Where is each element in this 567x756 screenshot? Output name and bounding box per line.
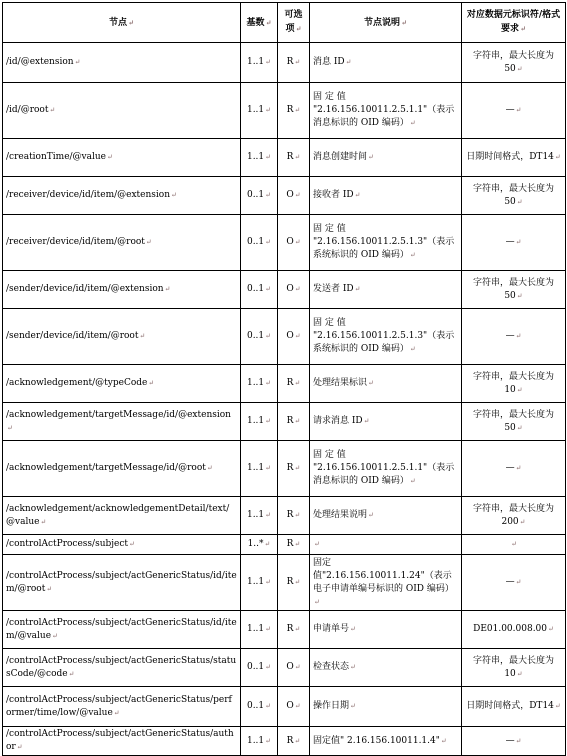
description-cell-text: 固 定 值 "2.16.156.10011.2.5.1.3"（表示系统标识的 OID 编码） [313,224,455,260]
cardinality-cell-text: 1..* [247,539,264,549]
header-format: 对应数据元标识符/格式要求↵ [462,3,566,43]
node-cell-text: /receiver/device/id/item/@extension [6,190,171,200]
node-cell-text: /acknowledgement/acknowledgementDetail/text/@value [6,503,230,527]
optional-cell-text: R [286,378,294,388]
optional-cell: R↵ [278,497,310,535]
format-cell-text: — [505,735,515,746]
node-spec-table [2,2,566,756]
table-row [3,403,566,441]
format-cell: 字符串，最大长度为 50↵ [462,177,566,215]
optional-cell: R↵ [278,611,310,649]
table-row [3,555,566,611]
optional-cell-text: O [286,331,294,341]
cardinality-cell-text: 0..1 [246,662,265,672]
description-cell-text: 发送者 ID [313,284,354,294]
header-cardinality: 基数↵ [241,3,278,43]
cardinality-cell-text: 1..1 [246,510,265,520]
optional-cell-text: R [286,624,294,634]
format-cell: ↵ [462,535,566,555]
table-row [3,309,566,365]
header-optional: 可选 项↵ [278,3,310,43]
description-cell: 处理结果标识↵ [310,365,462,403]
optional-cell: O↵ [278,309,310,365]
cardinality-cell: 1..*↵ [241,535,278,555]
description-cell-text: 操作日期 [313,701,350,711]
format-cell: 字符串，最大长度为 10↵ [462,649,566,687]
description-cell: 检查状态↵ [310,649,462,687]
cardinality-cell-text: 1..1 [246,577,265,587]
description-cell: 固 定 值 "2.16.156.10011.2.5.1.3"（表示系统标识的 OID 编码）↵ [310,309,462,365]
optional-cell-text: R [286,416,294,426]
node-cell: /acknowledgement/acknowledgementDetail/text/@value↵ [3,497,241,535]
optional-cell-text: R [286,539,294,549]
description-cell: 固定值" 2.16.156.10011.1.4"↵ [310,727,462,756]
node-cell: /controlActProcess/subject/actGenericStatus/performer/time/low/@value↵ [3,687,241,727]
table-row [3,139,566,177]
header-node: 节点↵ [3,3,241,43]
node-cell-text: /id/@extension [6,57,74,67]
format-cell-text: — [505,463,515,473]
cardinality-cell: 1..1↵ [241,83,278,139]
description-cell: 消息 ID↵ [310,43,462,83]
optional-cell-text: R [286,57,294,67]
optional-cell-text: O [286,190,294,200]
description-cell-text: 申请单号 [313,624,350,634]
format-cell-text: 字符串，最大长度为 10 [472,371,554,395]
description-cell: 操作日期↵ [310,687,462,727]
cardinality-cell: 1..1↵ [241,403,278,441]
description-cell: 发送者 ID↵ [310,271,462,309]
optional-cell-text: R [286,577,294,587]
node-cell: /receiver/device/id/item/@root↵ [3,215,241,271]
optional-cell-text: O [286,662,294,672]
node-cell: /controlActProcess/subject/actGenericStatus/statusCode/@code↵ [3,649,241,687]
node-cell: /receiver/device/id/item/@extension↵ [3,177,241,215]
description-cell-text: 固定值" 2.16.156.10011.1.4" [313,735,440,746]
cardinality-cell: 0..1↵ [241,215,278,271]
optional-cell: R↵ [278,365,310,403]
format-cell: 字符串，最大长度为 50↵ [462,43,566,83]
description-cell: 消息创建时间↵ [310,139,462,177]
cardinality-cell: 1..1↵ [241,555,278,611]
cardinality-cell: 0..1↵ [241,177,278,215]
optional-cell-text: R [286,105,294,115]
description-cell: 固 定 值 "2.16.156.10011.2.5.1.1"（表示消息标识的 OID 编码）↵ [310,441,462,497]
format-cell: —↵ [462,83,566,139]
format-cell-text: — [505,105,515,115]
cardinality-cell-text: 0..1 [246,701,265,711]
format-cell-text: 字符串，最大长度为 50 [472,50,554,74]
format-cell-text: 字符串，最大长度为 200 [472,503,554,527]
cardinality-cell-text: 0..1 [246,237,265,247]
format-cell-text: — [505,237,515,247]
optional-cell-text: O [286,701,294,711]
format-cell-text: 字符串，最大长度为 10 [472,655,554,679]
node-cell: /creationTime/@value↵ [3,139,241,177]
node-cell: /controlActProcess/subject/actGenericStatus/id/item/@value↵ [3,611,241,649]
node-cell-text: /sender/device/id/item/@extension [6,284,164,294]
cardinality-cell-text: 0..1 [246,331,265,341]
table-row [3,649,566,687]
cardinality-cell-text: 0..1 [246,284,265,294]
node-cell: /acknowledgement/@typeCode↵ [3,365,241,403]
table-row [3,215,566,271]
node-cell-text: /controlActProcess/subject/actGenericStatus/id/item/@root [6,570,237,594]
format-cell: 字符串，最大长度为 50↵ [462,403,566,441]
table-row [3,727,566,756]
format-cell: 字符串，最大长度为 200↵ [462,497,566,535]
format-cell-text: 字符串，最大长度为 50 [472,183,554,207]
table-row [3,177,566,215]
description-cell-text: 固定值"2.16.156.10011.1.24"（表示电子申请单编号标识的 OID 编码） [313,557,454,594]
cardinality-cell-text: 0..1 [246,190,265,200]
table-row [3,497,566,535]
node-cell-text: /controlActProcess/subject/actGenericStatus/statusCode/@code [6,655,237,679]
format-cell: —↵ [462,215,566,271]
description-cell-text: 固 定 值 "2.16.156.10011.2.5.1.3"（表示系统标识的 OID 编码） [313,318,455,354]
cardinality-cell-text: 1..1 [246,57,265,67]
cardinality-cell-text: 1..1 [246,378,265,388]
table-row [3,687,566,727]
optional-cell: O↵ [278,271,310,309]
cardinality-cell: 1..1↵ [241,727,278,756]
description-cell-text: 固 定 值 "2.16.156.10011.2.5.1.1"（表示消息标识的 OID 编码） [313,450,455,486]
node-cell-text: /controlActProcess/subject/actGenericStatus/performer/time/low/@value [6,694,232,718]
format-cell: DE01.00.008.00↵ [462,611,566,649]
table-row [3,441,566,497]
node-cell: /controlActProcess/subject/actGenericStatus/id/item/@root↵ [3,555,241,611]
optional-cell-text: R [286,152,294,162]
format-cell-text: 日期时间格式，DT14 [466,152,554,162]
description-cell: 处理结果说明↵ [310,497,462,535]
node-cell: /id/@root↵ [3,83,241,139]
cardinality-cell-text: 1..1 [246,416,265,426]
cardinality-cell: 1..1↵ [241,497,278,535]
node-cell-text: /id/@root [6,105,49,115]
description-cell: ↵ [310,535,462,555]
node-cell-text: /controlActProcess/subject/actGenericStatus/author [6,729,234,752]
node-cell: /acknowledgement/targetMessage/id/@extension↵ [3,403,241,441]
format-cell-text: 字符串，最大长度为 50 [472,277,554,301]
table-row [3,43,566,83]
optional-cell: R↵ [278,535,310,555]
optional-cell-text: R [286,510,294,520]
node-cell-text: /creationTime/@value [6,152,107,162]
description-cell: 固 定 值 "2.16.156.10011.2.5.1.3"（表示系统标识的 OID 编码）↵ [310,215,462,271]
optional-cell-text: R [286,735,294,746]
table-header-row [3,3,566,43]
format-cell: —↵ [462,727,566,756]
optional-cell-text: O [286,284,294,294]
header-description: 节点说明↵ [310,3,462,43]
node-cell: /controlActProcess/subject/actGenericStatus/author↵ [3,727,241,756]
cardinality-cell: 1..1↵ [241,611,278,649]
optional-cell: R↵ [278,43,310,83]
optional-cell: O↵ [278,649,310,687]
format-cell-text: DE01.00.008.00 [473,624,548,634]
node-cell: /id/@extension↵ [3,43,241,83]
cardinality-cell-text: 1..1 [246,105,265,115]
table-row [3,611,566,649]
node-cell-text: /controlActProcess/subject/actGenericStatus/id/item/@value [6,617,237,641]
format-cell: —↵ [462,309,566,365]
format-cell: —↵ [462,555,566,611]
description-cell: 接收者 ID↵ [310,177,462,215]
description-cell-text: 检查状态 [313,662,350,672]
optional-cell: R↵ [278,727,310,756]
optional-cell: R↵ [278,441,310,497]
cardinality-cell-text: 1..1 [246,152,265,162]
optional-cell-text: R [286,463,294,473]
format-cell: —↵ [462,441,566,497]
format-cell-text: 字符串，最大长度为 50 [472,409,554,433]
node-cell: /controlActProcess/subject↵ [3,535,241,555]
cardinality-cell: 1..1↵ [241,441,278,497]
table-body [3,43,566,756]
node-cell-text: /acknowledgement/@typeCode [6,378,148,388]
optional-cell: O↵ [278,177,310,215]
node-cell-text: /sender/device/id/item/@root [6,331,139,341]
table-row [3,271,566,309]
description-cell-text: 处理结果说明 [313,510,368,520]
cardinality-cell: 1..1↵ [241,365,278,403]
node-cell-text: /receiver/device/id/item/@root [6,237,145,247]
cardinality-cell: 0..1↵ [241,271,278,309]
cardinality-cell: 0..1↵ [241,687,278,727]
table-row [3,83,566,139]
cardinality-cell: 0..1↵ [241,309,278,365]
cardinality-cell-text: 1..1 [246,463,265,473]
description-cell: 申请单号↵ [310,611,462,649]
description-cell-text: 消息 ID [313,57,345,67]
node-cell: /sender/device/id/item/@extension↵ [3,271,241,309]
optional-cell: R↵ [278,83,310,139]
description-cell-text: 处理结果标识 [313,378,368,388]
node-cell-text: /acknowledgement/targetMessage/id/@root [6,463,206,473]
node-cell-text: /acknowledgement/targetMessage/id/@extension [6,409,231,420]
optional-cell: O↵ [278,687,310,727]
table-row [3,535,566,555]
optional-cell-text: O [286,237,294,247]
node-cell: /sender/device/id/item/@root↵ [3,309,241,365]
description-cell-text: 固 定 值 "2.16.156.10011.2.5.1.1"（表示消息标识的 OID 编码） [313,92,455,128]
description-cell: 固 定 值 "2.16.156.10011.2.5.1.1"（表示消息标识的 OID 编码）↵ [310,83,462,139]
format-cell-text: — [505,577,515,587]
format-cell-text: 日期时间格式，DT14 [466,701,554,711]
description-cell: 请求消息 ID↵ [310,403,462,441]
cardinality-cell-text: 1..1 [246,735,265,746]
cardinality-cell: 0..1↵ [241,649,278,687]
node-cell-text: /controlActProcess/subject [6,539,129,549]
optional-cell: R↵ [278,403,310,441]
node-cell: /acknowledgement/targetMessage/id/@root↵ [3,441,241,497]
format-cell: 字符串，最大长度为 50↵ [462,271,566,309]
format-cell: 日期时间格式，DT14↵ [462,687,566,727]
table-row [3,365,566,403]
format-cell: 日期时间格式，DT14↵ [462,139,566,177]
description-cell-text: 接收者 ID [313,190,354,200]
format-cell-text: — [505,331,515,341]
description-cell-text: 消息创建时间 [313,152,368,162]
optional-cell: R↵ [278,555,310,611]
description-cell: 固定值"2.16.156.10011.1.24"（表示电子申请单编号标识的 OID 编码）↵ [310,555,462,611]
cardinality-cell: 1..1↵ [241,43,278,83]
cardinality-cell: 1..1↵ [241,139,278,177]
cardinality-cell-text: 1..1 [246,624,265,634]
description-cell-text: 请求消息 ID [313,416,363,426]
optional-cell: O↵ [278,215,310,271]
format-cell: 字符串，最大长度为 10↵ [462,365,566,403]
optional-cell: R↵ [278,139,310,177]
